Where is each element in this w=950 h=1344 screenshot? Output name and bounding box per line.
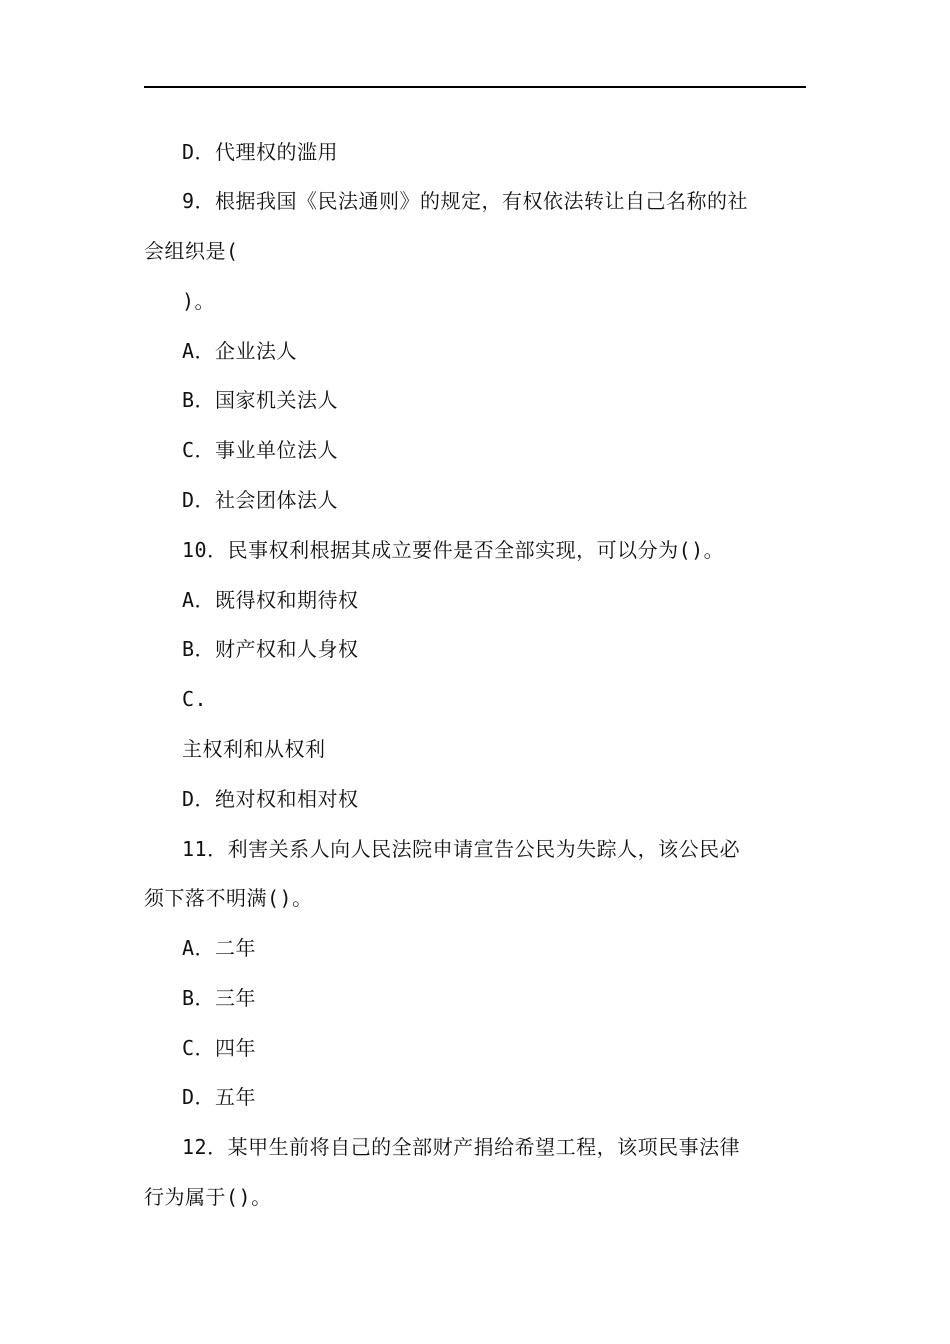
q12-stem-line-2: 行为属于()。	[144, 1185, 272, 1209]
q11-option-a: A．二年	[182, 936, 257, 960]
q9-option-a: A．企业法人	[182, 339, 298, 363]
q9-option-d: D．社会团体法人	[182, 488, 339, 512]
q9-stem-line-3: )。	[182, 289, 216, 313]
q11-option-d: D．五年	[182, 1085, 257, 1109]
q9-option-b: B．国家机关法人	[182, 388, 339, 412]
q11-stem-line-2: 须下落不明满()。	[144, 886, 313, 910]
q10-option-c-label: C.	[182, 687, 208, 711]
header-rule	[144, 86, 806, 88]
q10-option-a: A．既得权和期待权	[182, 588, 359, 612]
q9-stem-line-2: 会组织是(	[144, 239, 239, 263]
q8-option-d: D．代理权的滥用	[182, 140, 339, 164]
q11-option-b: B．三年	[182, 986, 257, 1010]
q12-stem-line-1: 12．某甲生前将自己的全部财产捐给希望工程，该项民事法律	[182, 1135, 741, 1159]
q10-option-c-text: 主权利和从权利	[182, 737, 326, 761]
q11-option-c: C．四年	[182, 1036, 257, 1060]
q10-stem: 10．民事权利根据其成立要件是否全部实现，可以分为()。	[182, 538, 725, 562]
q10-option-b: B．财产权和人身权	[182, 637, 359, 661]
q9-option-c: C．事业单位法人	[182, 438, 339, 462]
q9-stem-line-1: 9．根据我国《民法通则》的规定，有权依法转让自己名称的社	[182, 189, 749, 213]
q11-stem-line-1: 11．利害关系人向人民法院申请宣告公民为失踪人，该公民必	[182, 837, 741, 861]
q10-option-d: D．绝对权和相对权	[182, 787, 359, 811]
